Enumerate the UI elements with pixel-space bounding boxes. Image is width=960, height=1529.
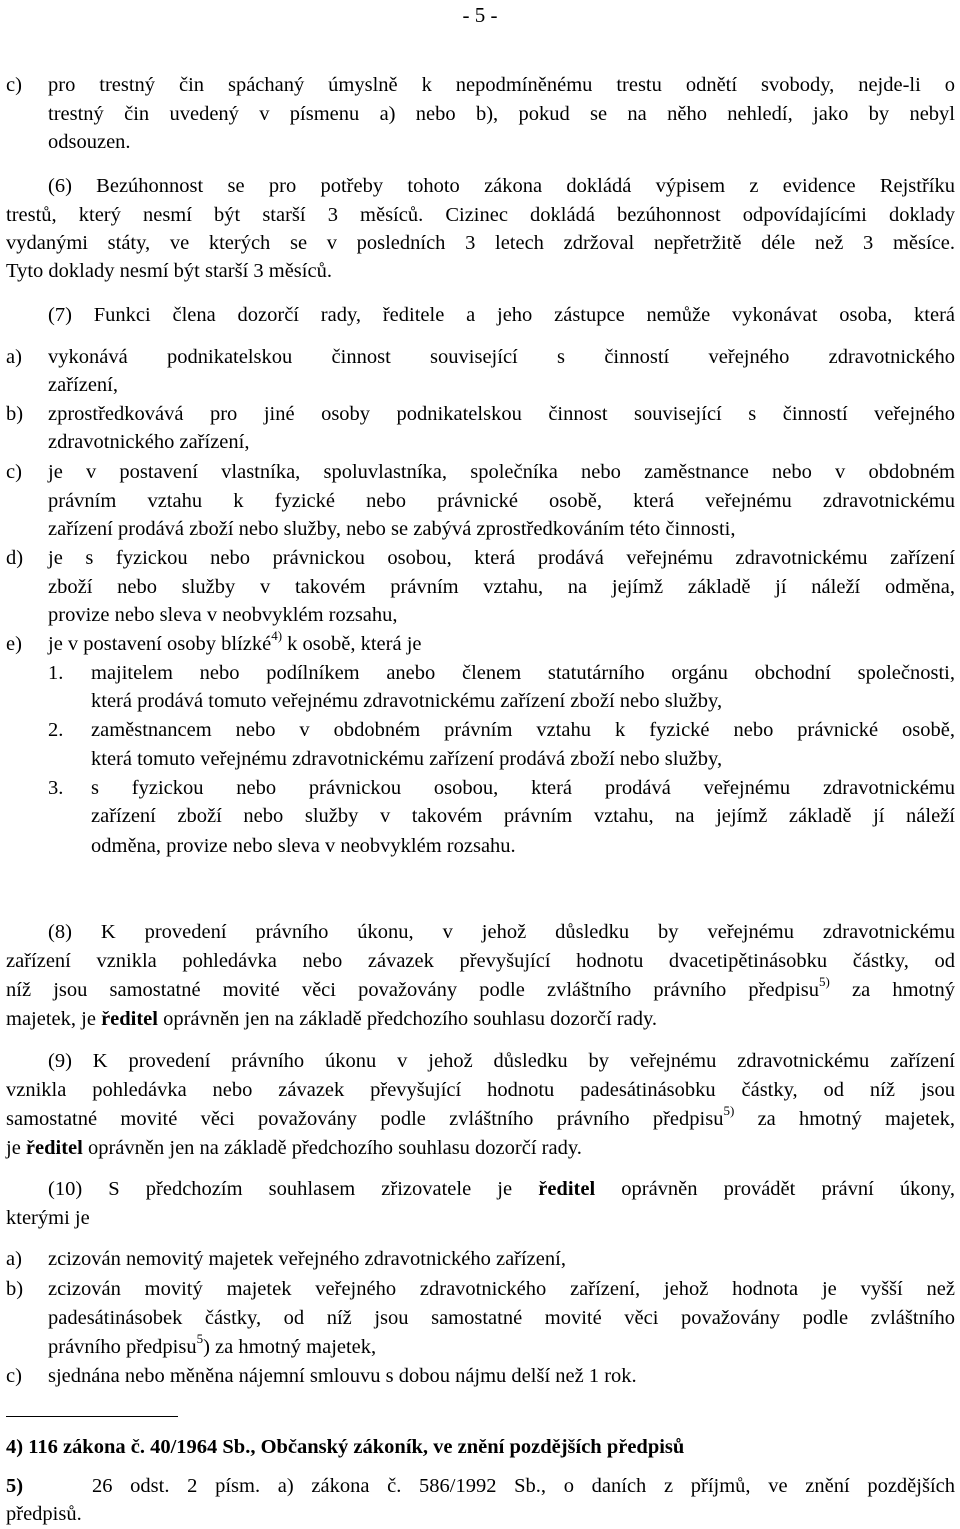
paragraph-10-line: kterými je [6,1207,90,1229]
text-run: samostatné movité věci považovány podle zvláštního právního předpisu [6,1108,724,1130]
text-line: zprostředkovává pro jiné osoby podnikatelskou činnost související s činností veřejného [48,403,955,425]
text-run: majetek, je [6,1008,102,1030]
text-run: k osobě, která je [282,633,422,655]
text-line: která prodává tomuto veřejnému zdravotnickému zařízení zboží nebo služby, [91,690,723,712]
bold-term: ředitel [101,1008,158,1030]
paragraph-7-intro: (7) Funkci člena dozorčí rady, ředitele a jeho zástupce nemůže vykonávat osoba, která [48,304,955,326]
text-line: je s fyzickou nebo právnickou osobou, která prodává veřejnému zdravotnickému zařízení [48,547,955,569]
item-label-b: b) [6,1278,24,1300]
paragraph-8-line [6,974,955,1003]
text-line: zařízení prodává zboží nebo služby, nebo se zabývá zprostředkováním této činnosti, [48,518,736,540]
footnote-5-line: předpisů. [6,1503,82,1525]
text-run: oprávněn jen na základě předchozího souhlasu dozorčí rady. [82,1137,582,1159]
text-run: za hmotný [829,979,955,1001]
text-run: oprávněn jen na základě předchozího souhlasu dozorčí rady. [157,1008,658,1030]
text-line: majitelem nebo podílníkem anebo členem statutárního orgánu obchodní společnosti, [91,662,955,684]
item-label-a: a) [6,346,22,368]
text-line: zaměstnancem nebo v obdobném právním vztahu k fyzické nebo právnické osobě, [91,719,955,741]
item-label-c: c) [6,1365,22,1387]
text-run: je v postavení osoby blízké [48,633,272,655]
paragraph-6-line: Tyto doklady nesmí být starší 3 měsíců. [6,260,332,282]
item-label-c: c) [6,461,22,483]
subitem-label-2: 2. [48,719,64,741]
paragraph-9-line [6,1135,582,1161]
text-line: vykonává podnikatelskou činnost související s činností veřejného zdravotnického [48,346,955,368]
text-line: zdravotnického zařízení, [48,431,250,453]
text-line: padesátinásobek částky, od níž jsou samostatné movité věci považovány podle zvláštního [48,1307,955,1329]
text-line: je v postavení vlastníka, spoluvlastníka, společníka nebo zaměstnance nebo v obdobném [48,461,955,483]
text-line: právním vztahu k fyzické nebo právnické osobě, která veřejnému zdravotnickému [48,490,955,512]
text-run: za hmotný majetek, [734,1108,955,1130]
footnote-ref: 4) [271,628,283,644]
text-line: zcizován nemovitý majetek veřejného zdravotnického zařízení, [48,1248,566,1270]
text-run: oprávněn provádět právní úkony, [595,1178,955,1200]
text-line: odměna, provize nebo sleva v neobvyklém rozsahu. [91,835,516,857]
item-label-c: c) [6,74,22,96]
text-run: ) za hmotný majetek, [203,1336,377,1358]
text-line: zboží nebo služby v takovém právním vztahu, na jejímž základě jí náleží odměna, [48,576,955,598]
text-run: níž jsou samostatné movité věci považovány podle zvláštního právního předpisu [6,979,820,1001]
paragraph-8-line: (8) K provedení právního úkonu, v jehož důsledku by veřejnému zdravotnickému [48,921,955,943]
subitem-label-1: 1. [48,662,64,684]
text-line: trestný čin uvedený v písmenu a) nebo b), pokud se na něho nehledí, jako by nebyl [48,103,955,125]
item-label-b: b) [6,403,24,425]
paragraph-10-line [48,1176,955,1202]
page-number: - 5 - [462,3,498,27]
footnote-ref: 5) [723,1103,735,1119]
text-run: je [6,1137,26,1159]
item-label-a: a) [6,1248,22,1270]
footnote-5-line: 26 odst. 2 písm. a) zákona č. 586/1992 Sb., o daních z příjmů, ve znění pozdějších [92,1475,955,1497]
text-line: pro trestný čin spáchaný úmyslně k nepodmíněnému trestu odnětí svobody, nejde-li o [48,74,955,96]
text-line: zařízení, [48,374,118,396]
paragraph-6-line: (6) Bezúhonnost se pro potřeby tohoto zákona dokládá výpisem z evidence Rejstříku [48,175,955,197]
text-line [48,628,422,657]
text-line: zcizován movitý majetek veřejného zdravotnického zařízení, jehož hodnota je vyšší než [48,1278,955,1300]
text-run: právního předpisu [48,1336,197,1358]
footnote-ref: 5) [819,974,830,990]
footnote-ref: 5 [196,1331,204,1347]
text-line: sjednána nebo měněna nájemní smlouvu s dobou nájmu delší než 1 rok. [48,1365,637,1387]
footnote-4: 4) 116 zákona č. 40/1964 Sb., Občanský zákoník, ve znění pozdějších předpisů [6,1436,685,1458]
text-line [48,1331,377,1360]
footnote-separator [6,1416,178,1417]
paragraph-8-line: zařízení vznikla pohledávka nebo závazek převyšující hodnotu dvacetipětinásobku částky, od [6,950,955,972]
text-line: zařízení zboží nebo služby v takovém právním vztahu, na jejímž základě jí náleží [91,805,955,827]
paragraph-8-line [6,1006,657,1032]
text-line: s fyzickou nebo právnickou osobou, která prodává veřejnému zdravotnickému [91,777,955,799]
text-line: provize nebo sleva v neobvyklém rozsahu, [48,604,398,626]
bold-term: ředitel [538,1178,596,1200]
paragraph-6-line: vydanými státy, ve kterých se v posledních 3 letech zdržoval nepřetržitě déle než 3 měsíce. [6,232,955,254]
text-line: odsouzen. [48,131,131,153]
paragraph-9-line: (9) K provedení právního úkonu v jehož důsledku by veřejnému zdravotnickému zařízení [48,1050,955,1072]
footnote-5-label: 5) [6,1475,24,1497]
bold-term: ředitel [25,1137,83,1159]
paragraph-9-line [6,1103,955,1132]
subitem-label-3: 3. [48,777,64,799]
paragraph-6-line: trestů, který nesmí být starší 3 měsíců. Cizinec dokládá bezúhonnost odpovídajícími doklady [6,204,955,226]
item-label-d: d) [6,547,24,569]
text-run: (10) S předchozím souhlasem zřizovatele je [48,1178,539,1200]
paragraph-9-line: vznikla pohledávka nebo závazek převyšující hodnotu padesátinásobku částky, od níž jsou [6,1079,955,1101]
text-line: která tomuto veřejnému zdravotnickému zařízení prodává zboží nebo služby, [91,748,723,770]
item-label-e: e) [6,633,22,655]
